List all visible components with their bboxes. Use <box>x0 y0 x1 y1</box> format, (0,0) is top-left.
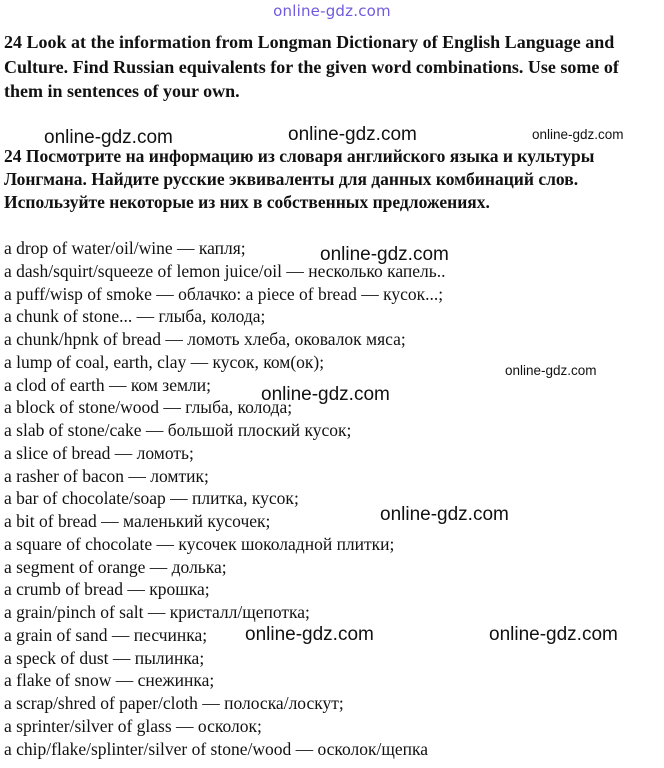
list-item: a speck of dust — пылинка; <box>4 647 205 668</box>
watermark: online-gdz.com <box>320 244 449 265</box>
list-item: a chunk/hpnk of bread — ломоть хлеба, оковалок мяса; <box>4 329 406 349</box>
watermark: online-gdz.com <box>245 624 374 645</box>
list-item: a square of chocolate — кусочек шоколадной плитки; <box>4 533 395 554</box>
header-watermark: online-gdz.com <box>273 2 391 20</box>
list-item: a flake of snow — снежинка; <box>4 670 215 691</box>
watermark: online-gdz.com <box>505 363 597 378</box>
list-item: a chip/flake/splinter/silver of stone/wood — осколок/щепка <box>4 738 429 759</box>
watermark: online-gdz.com <box>532 127 624 142</box>
watermark: online-gdz.com <box>489 624 618 645</box>
list-item: a puff/wisp of smoke — облачко: a piece of bread — кусок...; <box>4 283 444 304</box>
list-item: a slice of bread — ломоть; <box>4 442 194 463</box>
list-item: a crumb of bread — крошка; <box>4 579 210 600</box>
watermark: online-gdz.com <box>380 504 509 525</box>
list-item: a clod of earth — ком земли; <box>4 374 212 395</box>
list-item: a grain of sand — песчинка; <box>4 624 208 645</box>
list-item: a lump of coal, earth, clay — кусок, ком(ок); <box>4 351 325 372</box>
list-item: a chunk of stone... — глыба, колода; <box>4 306 266 327</box>
list-item: a slab of stone/cake — большой плоский кусок; <box>4 420 352 440</box>
word-combination-list <box>4 237 654 760</box>
list-item: a dash/squirt/squeeze of lemon juice/oil — несколько капель.. <box>4 260 446 281</box>
watermark: online-gdz.com <box>44 127 173 148</box>
watermark: online-gdz.com <box>261 384 390 405</box>
list-item: a rasher of bacon — ломтик; <box>4 465 209 486</box>
list-item: a segment of orange — долька; <box>4 556 227 577</box>
list-item: a bar of chocolate/soap — плитка, кусок; <box>4 488 299 509</box>
task-text-english: 24 Look at the information from Longman Dictionary of English Language and Culture. Find Russian equivalents for the given word combinations. Use some of them in sentences of your own. <box>4 32 619 101</box>
list-item: a scrap/shred of paper/cloth — полоска/лоскут; <box>4 693 344 713</box>
watermark: online-gdz.com <box>288 124 417 145</box>
task-text-russian: 24 Посмотрите на информацию из словаря английского языка и культуры Лонгмана. Найдите русские эквиваленты для данных комбинаций слов. Используйте некоторые из них в собственных предложениях. <box>4 146 595 212</box>
list-item: a grain/pinch of salt — кристалл/щепотка; <box>4 602 310 622</box>
list-item: a block of stone/wood — глыба, колода; <box>4 397 293 418</box>
list-item: a bit of bread — маленький кусочек; <box>4 511 271 531</box>
list-item: a drop of water/oil/wine — капля; <box>4 238 246 258</box>
list-item: a sprinter/silver of glass — осколок; <box>4 715 262 736</box>
